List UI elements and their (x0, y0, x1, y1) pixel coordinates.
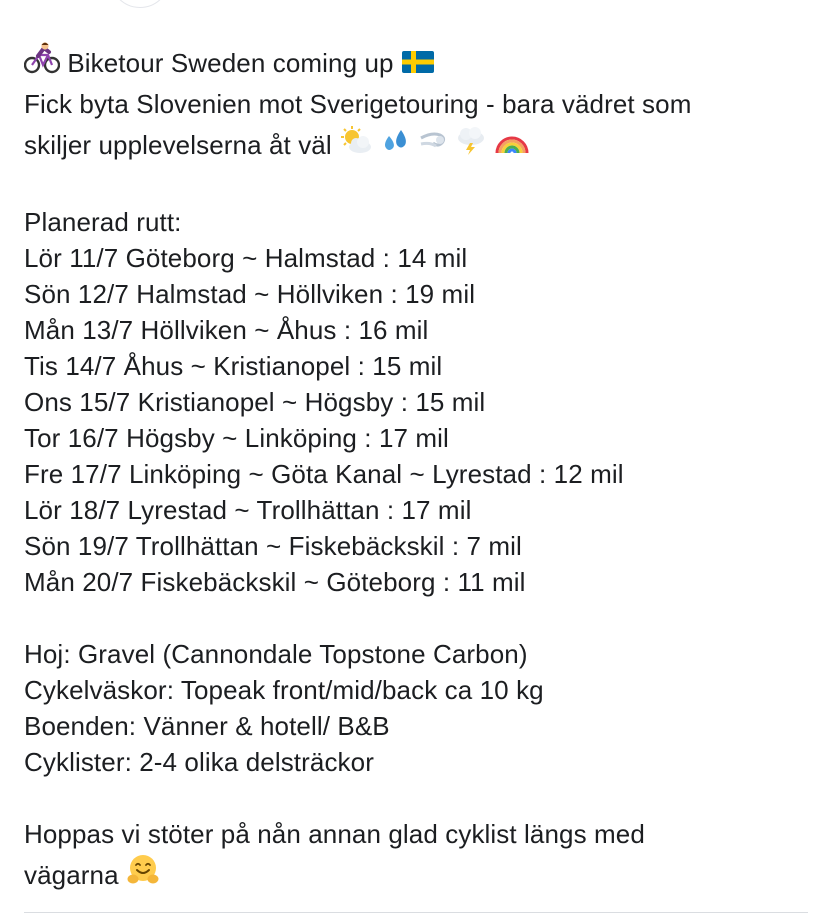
route-item: Ons 15/7 Kristianopel ~ Högsby : 15 mil (24, 387, 486, 417)
woman-biking-icon (24, 42, 60, 88)
route-item: Lör 11/7 Göteborg ~ Halmstad : 14 mil (24, 243, 468, 273)
hugging-face-icon (126, 853, 160, 901)
cloud-with-lightning-icon (455, 124, 487, 170)
intro-line-2 (24, 122, 814, 168)
route-item: Sön 12/7 Halmstad ~ Höllviken : 19 mil (24, 279, 476, 309)
detail-item: Boenden: Vänner & hotell/ B&B (24, 711, 390, 741)
post-divider (24, 912, 808, 913)
sun-behind-cloud-icon (339, 124, 373, 170)
route-item: Tis 14/7 Åhus ~ Kristianopel : 15 mil (24, 351, 443, 381)
route-item: Fre 17/7 Linköping ~ Göta Kanal ~ Lyrestad : 12 mil (24, 459, 624, 489)
outro-line-1: Hoppas vi stöter på nån annan glad cyklist längs med (24, 819, 645, 849)
avatar[interactable] (110, 0, 170, 8)
route-item: Mån 13/7 Höllviken ~ Åhus : 16 mil (24, 315, 429, 345)
route-heading: Planerad rutt: (24, 207, 182, 237)
route-item: Mån 20/7 Fiskebäckskil ~ Göteborg : 11 mil (24, 567, 526, 597)
intro-line-1: Fick byta Slovenien mot Sverigetouring - bara vädret som (24, 89, 692, 119)
post-title: Biketour Sweden coming up (67, 48, 394, 78)
detail-item: Hoj: Gravel (Cannondale Topstone Carbon) (24, 639, 528, 669)
detail-item: Cykelväskor: Topeak front/mid/back ca 10 kg (24, 675, 544, 705)
route-item: Tor 16/7 Högsby ~ Linköping : 17 mil (24, 423, 449, 453)
intro-line-2-text: skiljer upplevelserna åt väl (24, 130, 332, 160)
post-title-line (24, 40, 814, 86)
post-body (24, 40, 814, 898)
rainbow-icon (494, 124, 530, 170)
sweat-droplets-icon (380, 124, 410, 170)
sweden-flag-icon (401, 42, 435, 88)
outro-line-2-text: vägarna (24, 860, 119, 890)
outro-line-2 (24, 852, 814, 898)
route-item: Lör 18/7 Lyrestad ~ Trollhättan : 17 mil (24, 495, 472, 525)
dashing-away-icon (418, 124, 448, 170)
detail-item: Cyklister: 2-4 olika delsträckor (24, 747, 374, 777)
route-item: Sön 19/7 Trollhättan ~ Fiskebäckskil : 7 mil (24, 531, 522, 561)
